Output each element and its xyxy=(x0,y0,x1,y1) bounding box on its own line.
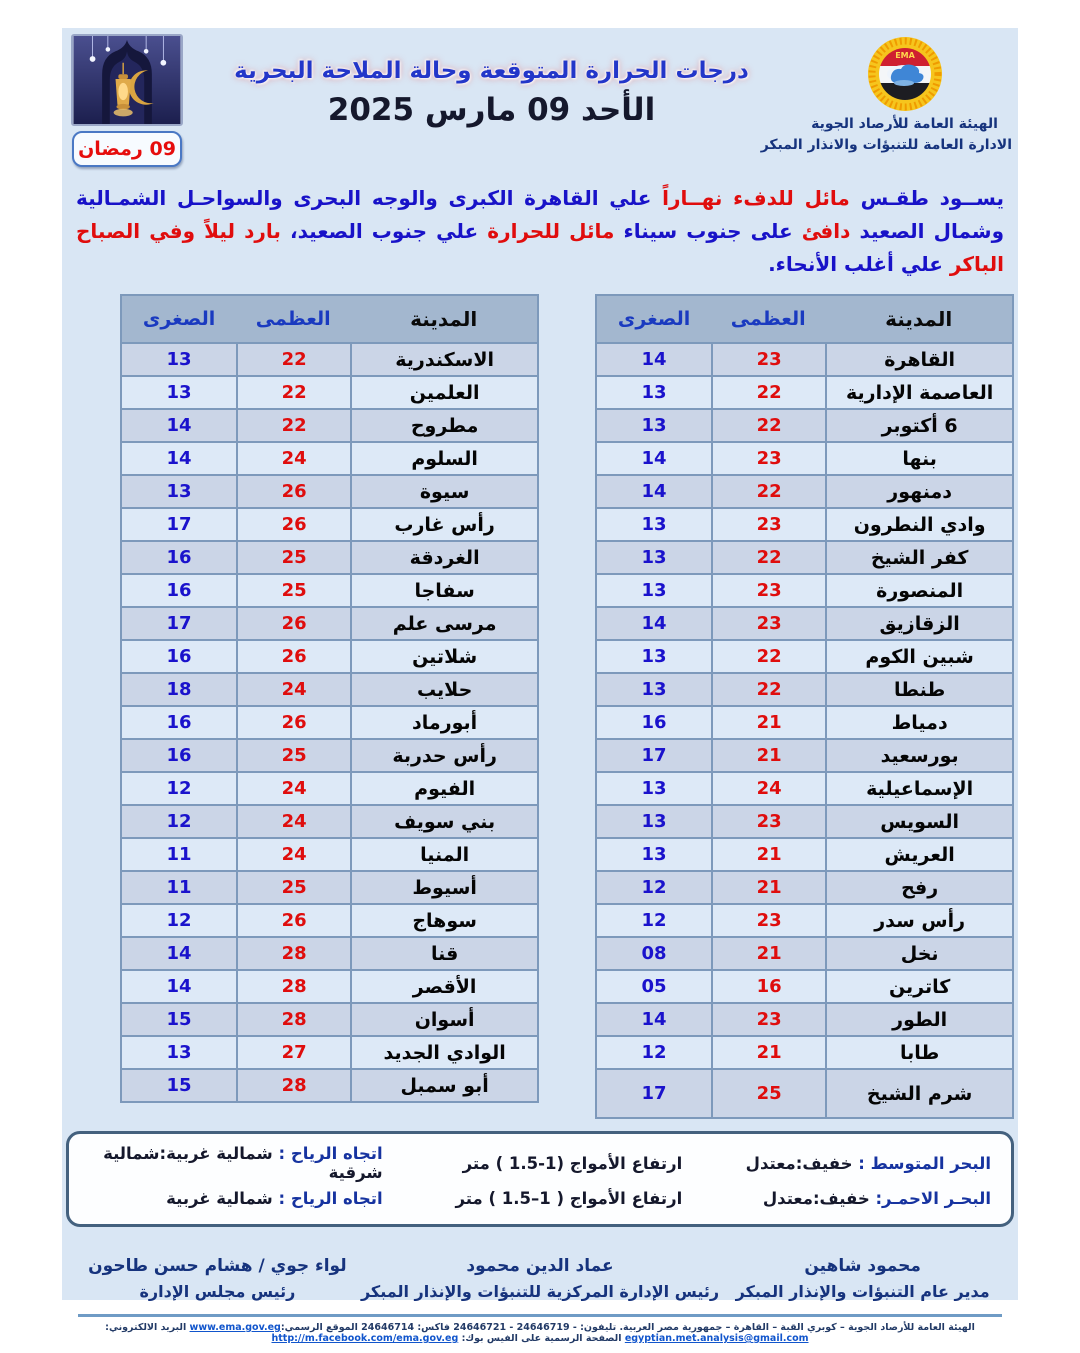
table-row xyxy=(122,1068,537,1101)
max-temp-cell: 28 xyxy=(236,1004,350,1035)
max-temp-cell: 23 xyxy=(711,344,825,375)
min-temp-cell: 16 xyxy=(166,646,192,667)
city-cell: رأس سدر xyxy=(825,905,1012,936)
footer-contacts xyxy=(64,1322,1016,1344)
max-temp-cell: 25 xyxy=(236,575,350,606)
table-row xyxy=(122,771,537,804)
min-temp-cell: 12 xyxy=(641,910,667,931)
table-row xyxy=(122,606,537,639)
max-temp-cell: 24 xyxy=(711,773,825,804)
min-temp-cell: 17 xyxy=(166,514,192,535)
min-temp-cell: 13 xyxy=(166,382,192,403)
table-row xyxy=(597,1002,1012,1035)
city-cell: نخل xyxy=(825,938,1012,969)
forecast-segment: يســود طقـس xyxy=(849,186,1004,210)
table-row xyxy=(597,507,1012,540)
table-row xyxy=(597,969,1012,1002)
city-cell: شبين الكوم xyxy=(825,641,1012,672)
temps-table-coasts-upper-egypt xyxy=(120,294,539,1103)
city-cell: كاترين xyxy=(825,971,1012,1002)
min-temp-cell: 11 xyxy=(166,844,192,865)
svg-text:EMA: EMA xyxy=(894,51,915,60)
city-cell: مطروح xyxy=(350,410,537,441)
signature-block xyxy=(719,1253,1006,1304)
page-title: درجات الحرارة المتوقعة وحالة الملاحة البحرية xyxy=(234,58,749,84)
signatory-title: رئيس الإدارة المركزية للتنبؤات والإنذار المبكر xyxy=(360,1282,720,1301)
city-cell: قنا xyxy=(350,938,537,969)
max-temp-cell: 23 xyxy=(711,806,825,837)
min-temp-cell: 13 xyxy=(166,481,192,502)
city-cell: طنطا xyxy=(825,674,1012,705)
min-temp-cell: 13 xyxy=(641,811,667,832)
max-temp-cell: 23 xyxy=(711,1004,825,1035)
table-row xyxy=(122,639,537,672)
min-temp-cell: 16 xyxy=(166,580,192,601)
table-row xyxy=(122,441,537,474)
min-temp-cell: 14 xyxy=(166,415,192,436)
city-cell: وادي النطرون xyxy=(825,509,1012,540)
table-row xyxy=(597,804,1012,837)
forecast-segment: مائل للدفء نهــاراً xyxy=(651,186,850,210)
city-cell: بورسعيد xyxy=(825,740,1012,771)
wind-direction-label: اتجاه الرياح : xyxy=(272,1188,383,1208)
min-temp-cell: 14 xyxy=(641,481,667,502)
min-temp-cell: 16 xyxy=(641,712,667,733)
ramadan-day-badge: 09 رمضان xyxy=(72,131,182,167)
min-temp-header: الصغرى xyxy=(142,308,216,330)
city-cell: العلمين xyxy=(350,377,537,408)
table-row xyxy=(597,639,1012,672)
min-temp-cell: 13 xyxy=(641,580,667,601)
min-temp-cell: 16 xyxy=(166,712,192,733)
min-temp-header: الصغرى xyxy=(617,308,691,330)
signatory-title: رئيس مجلس الإدارة xyxy=(139,1282,296,1301)
max-temp-cell: 21 xyxy=(711,872,825,903)
table-row xyxy=(122,738,537,771)
max-temp-cell: 23 xyxy=(711,443,825,474)
max-temp-cell: 26 xyxy=(236,905,350,936)
max-temp-cell: 25 xyxy=(236,542,350,573)
table-row xyxy=(122,375,537,408)
max-temp-cell: 21 xyxy=(711,839,825,870)
table-row xyxy=(597,672,1012,705)
sea-name-and-state xyxy=(682,1189,991,1208)
city-cell: حلايب xyxy=(350,674,537,705)
min-temp-cell: 05 xyxy=(641,976,667,997)
max-temp-cell: 22 xyxy=(711,410,825,441)
max-temp-cell: 22 xyxy=(236,410,350,441)
city-cell: الطور xyxy=(825,1004,1012,1035)
org-block xyxy=(760,34,1012,156)
footer-link[interactable]: egyptian.met.analysis@gmail.com xyxy=(624,1333,809,1344)
city-cell: القاهرة xyxy=(825,344,1012,375)
table-header-row xyxy=(122,296,537,342)
sea-condition-row xyxy=(83,1180,991,1216)
min-temp-cell: 16 xyxy=(166,745,192,766)
city-header: المدينة xyxy=(410,307,478,331)
min-temp-cell: 14 xyxy=(166,943,192,964)
city-cell: أبورماد xyxy=(350,707,537,738)
min-temp-cell: 14 xyxy=(166,448,192,469)
min-temp-cell: 14 xyxy=(641,448,667,469)
max-temp-cell: 23 xyxy=(711,509,825,540)
max-temp-cell: 16 xyxy=(711,971,825,1002)
table-row xyxy=(122,903,537,936)
max-temp-cell: 26 xyxy=(236,509,350,540)
city-cell: رفح xyxy=(825,872,1012,903)
city-cell: العاصمة الإدارية xyxy=(825,377,1012,408)
min-temp-cell: 08 xyxy=(641,943,667,964)
footer-text: البريد الالكتروني: xyxy=(105,1322,190,1333)
signatory-name: لواء جوي / هشام حسن طاحون xyxy=(88,1256,347,1276)
max-temp-cell: 22 xyxy=(236,377,350,408)
wind-direction-value: شمالية غربية:شمالية شرقية xyxy=(103,1144,383,1182)
max-temp-cell: 26 xyxy=(236,608,350,639)
max-temp-cell: 23 xyxy=(711,905,825,936)
forecast-segment: دافئ xyxy=(792,219,851,243)
sea-state-value: خفيف:معتدل xyxy=(745,1153,853,1173)
city-header: المدينة xyxy=(885,307,953,331)
temps-table-cairo-delta-sinai xyxy=(595,294,1014,1119)
city-cell: شرم الشيخ xyxy=(825,1070,1012,1117)
city-cell: أسوان xyxy=(350,1004,537,1035)
max-temp-cell: 24 xyxy=(236,773,350,804)
table-row xyxy=(122,870,537,903)
min-temp-cell: 14 xyxy=(641,613,667,634)
min-temp-cell: 13 xyxy=(166,1042,192,1063)
table-row xyxy=(122,1002,537,1035)
city-cell: سفاجا xyxy=(350,575,537,606)
city-cell: الزقازيق xyxy=(825,608,1012,639)
min-temp-cell: 12 xyxy=(166,811,192,832)
max-temp-cell: 22 xyxy=(711,377,825,408)
wind-direction-value: شمالية غربية xyxy=(166,1188,273,1208)
table-row xyxy=(597,771,1012,804)
max-temp-header: العظمى xyxy=(730,308,806,330)
max-temp-header: العظمى xyxy=(255,308,331,330)
signatory-title: مدير عام التنبؤات والإنذار المبكر xyxy=(735,1282,990,1301)
sea-condition-row xyxy=(83,1144,991,1180)
max-temp-cell: 25 xyxy=(711,1070,825,1117)
min-temp-cell: 18 xyxy=(166,679,192,700)
min-temp-cell: 13 xyxy=(641,547,667,568)
city-cell: كفر الشيخ xyxy=(825,542,1012,573)
table-row xyxy=(122,936,537,969)
signatory-name: محمود شاهين xyxy=(804,1256,921,1276)
max-temp-cell: 24 xyxy=(236,674,350,705)
min-temp-cell: 13 xyxy=(641,778,667,799)
table-row xyxy=(122,507,537,540)
city-cell: الاسكندرية xyxy=(350,344,537,375)
min-temp-cell: 17 xyxy=(641,1083,667,1104)
min-temp-cell: 11 xyxy=(166,877,192,898)
table-row xyxy=(122,969,537,1002)
city-cell: الفيوم xyxy=(350,773,537,804)
date-line: الأحد 09 مارس 2025 xyxy=(327,92,656,128)
min-temp-cell: 15 xyxy=(166,1075,192,1096)
sea-name-and-state xyxy=(682,1154,991,1173)
table-row xyxy=(122,837,537,870)
wind-direction xyxy=(83,1189,383,1208)
city-cell: رأس غارب xyxy=(350,509,537,540)
city-cell: السلوم xyxy=(350,443,537,474)
min-temp-cell: 17 xyxy=(641,745,667,766)
max-temp-cell: 24 xyxy=(236,806,350,837)
table-row xyxy=(597,474,1012,507)
table-row xyxy=(597,1035,1012,1068)
signature-block xyxy=(361,1253,719,1304)
ema-logo-icon xyxy=(841,34,969,114)
city-cell: بني سويف xyxy=(350,806,537,837)
max-temp-cell: 21 xyxy=(711,707,825,738)
wave-height-value: ارتفاع الأمواج (1-1.5 ) متر xyxy=(462,1153,683,1173)
max-temp-cell: 25 xyxy=(236,872,350,903)
org-name: الهيئة العامة للأرصاد الجوية xyxy=(811,116,998,132)
table-row xyxy=(597,342,1012,375)
min-temp-cell: 13 xyxy=(166,349,192,370)
max-temp-cell: 22 xyxy=(711,641,825,672)
table-row xyxy=(597,903,1012,936)
city-cell: سوهاج xyxy=(350,905,537,936)
table-row xyxy=(597,441,1012,474)
table-row xyxy=(597,606,1012,639)
table-row xyxy=(122,540,537,573)
min-temp-cell: 12 xyxy=(641,1042,667,1063)
min-temp-cell: 13 xyxy=(641,844,667,865)
max-temp-cell: 22 xyxy=(711,542,825,573)
table-row xyxy=(597,408,1012,441)
min-temp-cell: 13 xyxy=(641,382,667,403)
bulletin-sheet xyxy=(62,28,1018,1344)
sea-state-value: خفيف:معتدل xyxy=(762,1188,870,1208)
min-temp-cell: 14 xyxy=(641,349,667,370)
sea-conditions-box xyxy=(66,1131,1014,1227)
max-temp-cell: 22 xyxy=(236,344,350,375)
forecast-segment: مائل للحرارة xyxy=(478,219,615,243)
max-temp-cell: 26 xyxy=(236,707,350,738)
min-temp-cell: 14 xyxy=(166,976,192,997)
table-row xyxy=(122,408,537,441)
table-row xyxy=(597,837,1012,870)
city-cell: شلاتين xyxy=(350,641,537,672)
sea-name-label: البحر المتوسط : xyxy=(852,1153,991,1173)
min-temp-cell: 14 xyxy=(641,1009,667,1030)
footer-text: الصفحة الرسمية على الفيس بوك: xyxy=(458,1333,625,1344)
max-temp-cell: 23 xyxy=(711,575,825,606)
min-temp-cell: 15 xyxy=(166,1009,192,1030)
city-cell: 6 أكتوبر xyxy=(825,410,1012,441)
footer-link[interactable]: http://m.facebook.com/ema.gov.eg xyxy=(271,1333,459,1344)
city-cell: بنها xyxy=(825,443,1012,474)
footer-link[interactable]: www.ema.gov.eg xyxy=(189,1322,281,1333)
forecast-paragraph xyxy=(64,174,1016,281)
footer-divider xyxy=(78,1314,1002,1317)
city-cell: رأس حدربة xyxy=(350,740,537,771)
max-temp-cell: 21 xyxy=(711,740,825,771)
min-temp-cell: 12 xyxy=(641,877,667,898)
signatures xyxy=(64,1253,1016,1304)
city-cell: العريش xyxy=(825,839,1012,870)
title-block xyxy=(186,34,797,128)
ramadan-lantern-image xyxy=(71,34,183,126)
max-temp-cell: 28 xyxy=(236,1070,350,1101)
table-row xyxy=(122,474,537,507)
signatory-name: عماد الدين محمود xyxy=(466,1256,614,1276)
city-cell: الإسماعيلية xyxy=(825,773,1012,804)
table-row xyxy=(597,1068,1012,1117)
signature-block xyxy=(74,1253,361,1304)
wind-direction-label: اتجاه الرياح : xyxy=(272,1144,383,1163)
min-temp-cell: 13 xyxy=(641,679,667,700)
lantern-block xyxy=(68,34,186,167)
max-temp-cell: 28 xyxy=(236,938,350,969)
table-header-row xyxy=(597,296,1012,342)
city-cell: المنيا xyxy=(350,839,537,870)
city-cell: سيوة xyxy=(350,476,537,507)
sea-name-label: البحـر الاحمـر: xyxy=(869,1188,991,1208)
city-cell: المنصورة xyxy=(825,575,1012,606)
table-row xyxy=(122,705,537,738)
city-cell: دمنهور xyxy=(825,476,1012,507)
min-temp-cell: 13 xyxy=(641,646,667,667)
table-row xyxy=(597,870,1012,903)
min-temp-cell: 13 xyxy=(641,415,667,436)
header xyxy=(64,32,1016,174)
max-temp-cell: 26 xyxy=(236,476,350,507)
forecast-segment: علي جنوب الصعيد، xyxy=(280,219,479,243)
footer-text: الهيئة العامة للأرصاد الجوية – كوبري القبة – القاهرة – جمهورية مصر العربية. تليفون: - 24646719 - 24646721 فاكس: 24646714 الموقع الرسمي: xyxy=(280,1322,975,1333)
city-cell: أسيوط xyxy=(350,872,537,903)
table-row xyxy=(122,342,537,375)
city-cell: الوادي الجديد xyxy=(350,1037,537,1068)
table-row xyxy=(597,936,1012,969)
min-temp-cell: 12 xyxy=(166,910,192,931)
max-temp-cell: 22 xyxy=(711,476,825,507)
max-temp-cell: 24 xyxy=(236,839,350,870)
forecast-segment: علي أغلب الأنحاء. xyxy=(768,252,943,276)
max-temp-cell: 21 xyxy=(711,1037,825,1068)
forecast-segment: علي القاهرة الكبرى والوجه البحرى والسواحـل الشمـالية وشمال الصعيد xyxy=(76,186,1005,243)
city-cell: السويس xyxy=(825,806,1012,837)
min-temp-cell: 13 xyxy=(641,514,667,535)
min-temp-cell: 17 xyxy=(166,613,192,634)
max-temp-cell: 28 xyxy=(236,971,350,1002)
max-temp-cell: 26 xyxy=(236,641,350,672)
max-temp-cell: 21 xyxy=(711,938,825,969)
city-cell: دمياط xyxy=(825,707,1012,738)
min-temp-cell: 12 xyxy=(166,778,192,799)
forecast-segment: بارد ليلاً وفي الصباح الباكر xyxy=(76,219,1004,276)
wind-direction xyxy=(83,1144,383,1182)
wave-height-value: ارتفاع الأمواج ( 1–1.5 ) متر xyxy=(455,1188,683,1208)
org-department: الادارة العامة للتنبؤات والانذار المبكر xyxy=(760,137,1012,153)
table-row xyxy=(597,573,1012,606)
city-cell: مرسى علم xyxy=(350,608,537,639)
max-temp-cell: 27 xyxy=(236,1037,350,1068)
table-row xyxy=(122,804,537,837)
max-temp-cell: 23 xyxy=(711,608,825,639)
temperature-tables xyxy=(64,294,1016,1119)
city-cell: الأقصر xyxy=(350,971,537,1002)
table-row xyxy=(122,672,537,705)
table-row xyxy=(597,375,1012,408)
city-cell: طابا xyxy=(825,1037,1012,1068)
table-row xyxy=(597,738,1012,771)
table-row xyxy=(122,573,537,606)
max-temp-cell: 24 xyxy=(236,443,350,474)
max-temp-cell: 25 xyxy=(236,740,350,771)
city-cell: الغردقة xyxy=(350,542,537,573)
forecast-segment: على جنوب سيناء xyxy=(614,219,793,243)
city-cell: أبو سمبل xyxy=(350,1070,537,1101)
table-row xyxy=(597,705,1012,738)
table-row xyxy=(122,1035,537,1068)
table-row xyxy=(597,540,1012,573)
max-temp-cell: 22 xyxy=(711,674,825,705)
min-temp-cell: 16 xyxy=(166,547,192,568)
